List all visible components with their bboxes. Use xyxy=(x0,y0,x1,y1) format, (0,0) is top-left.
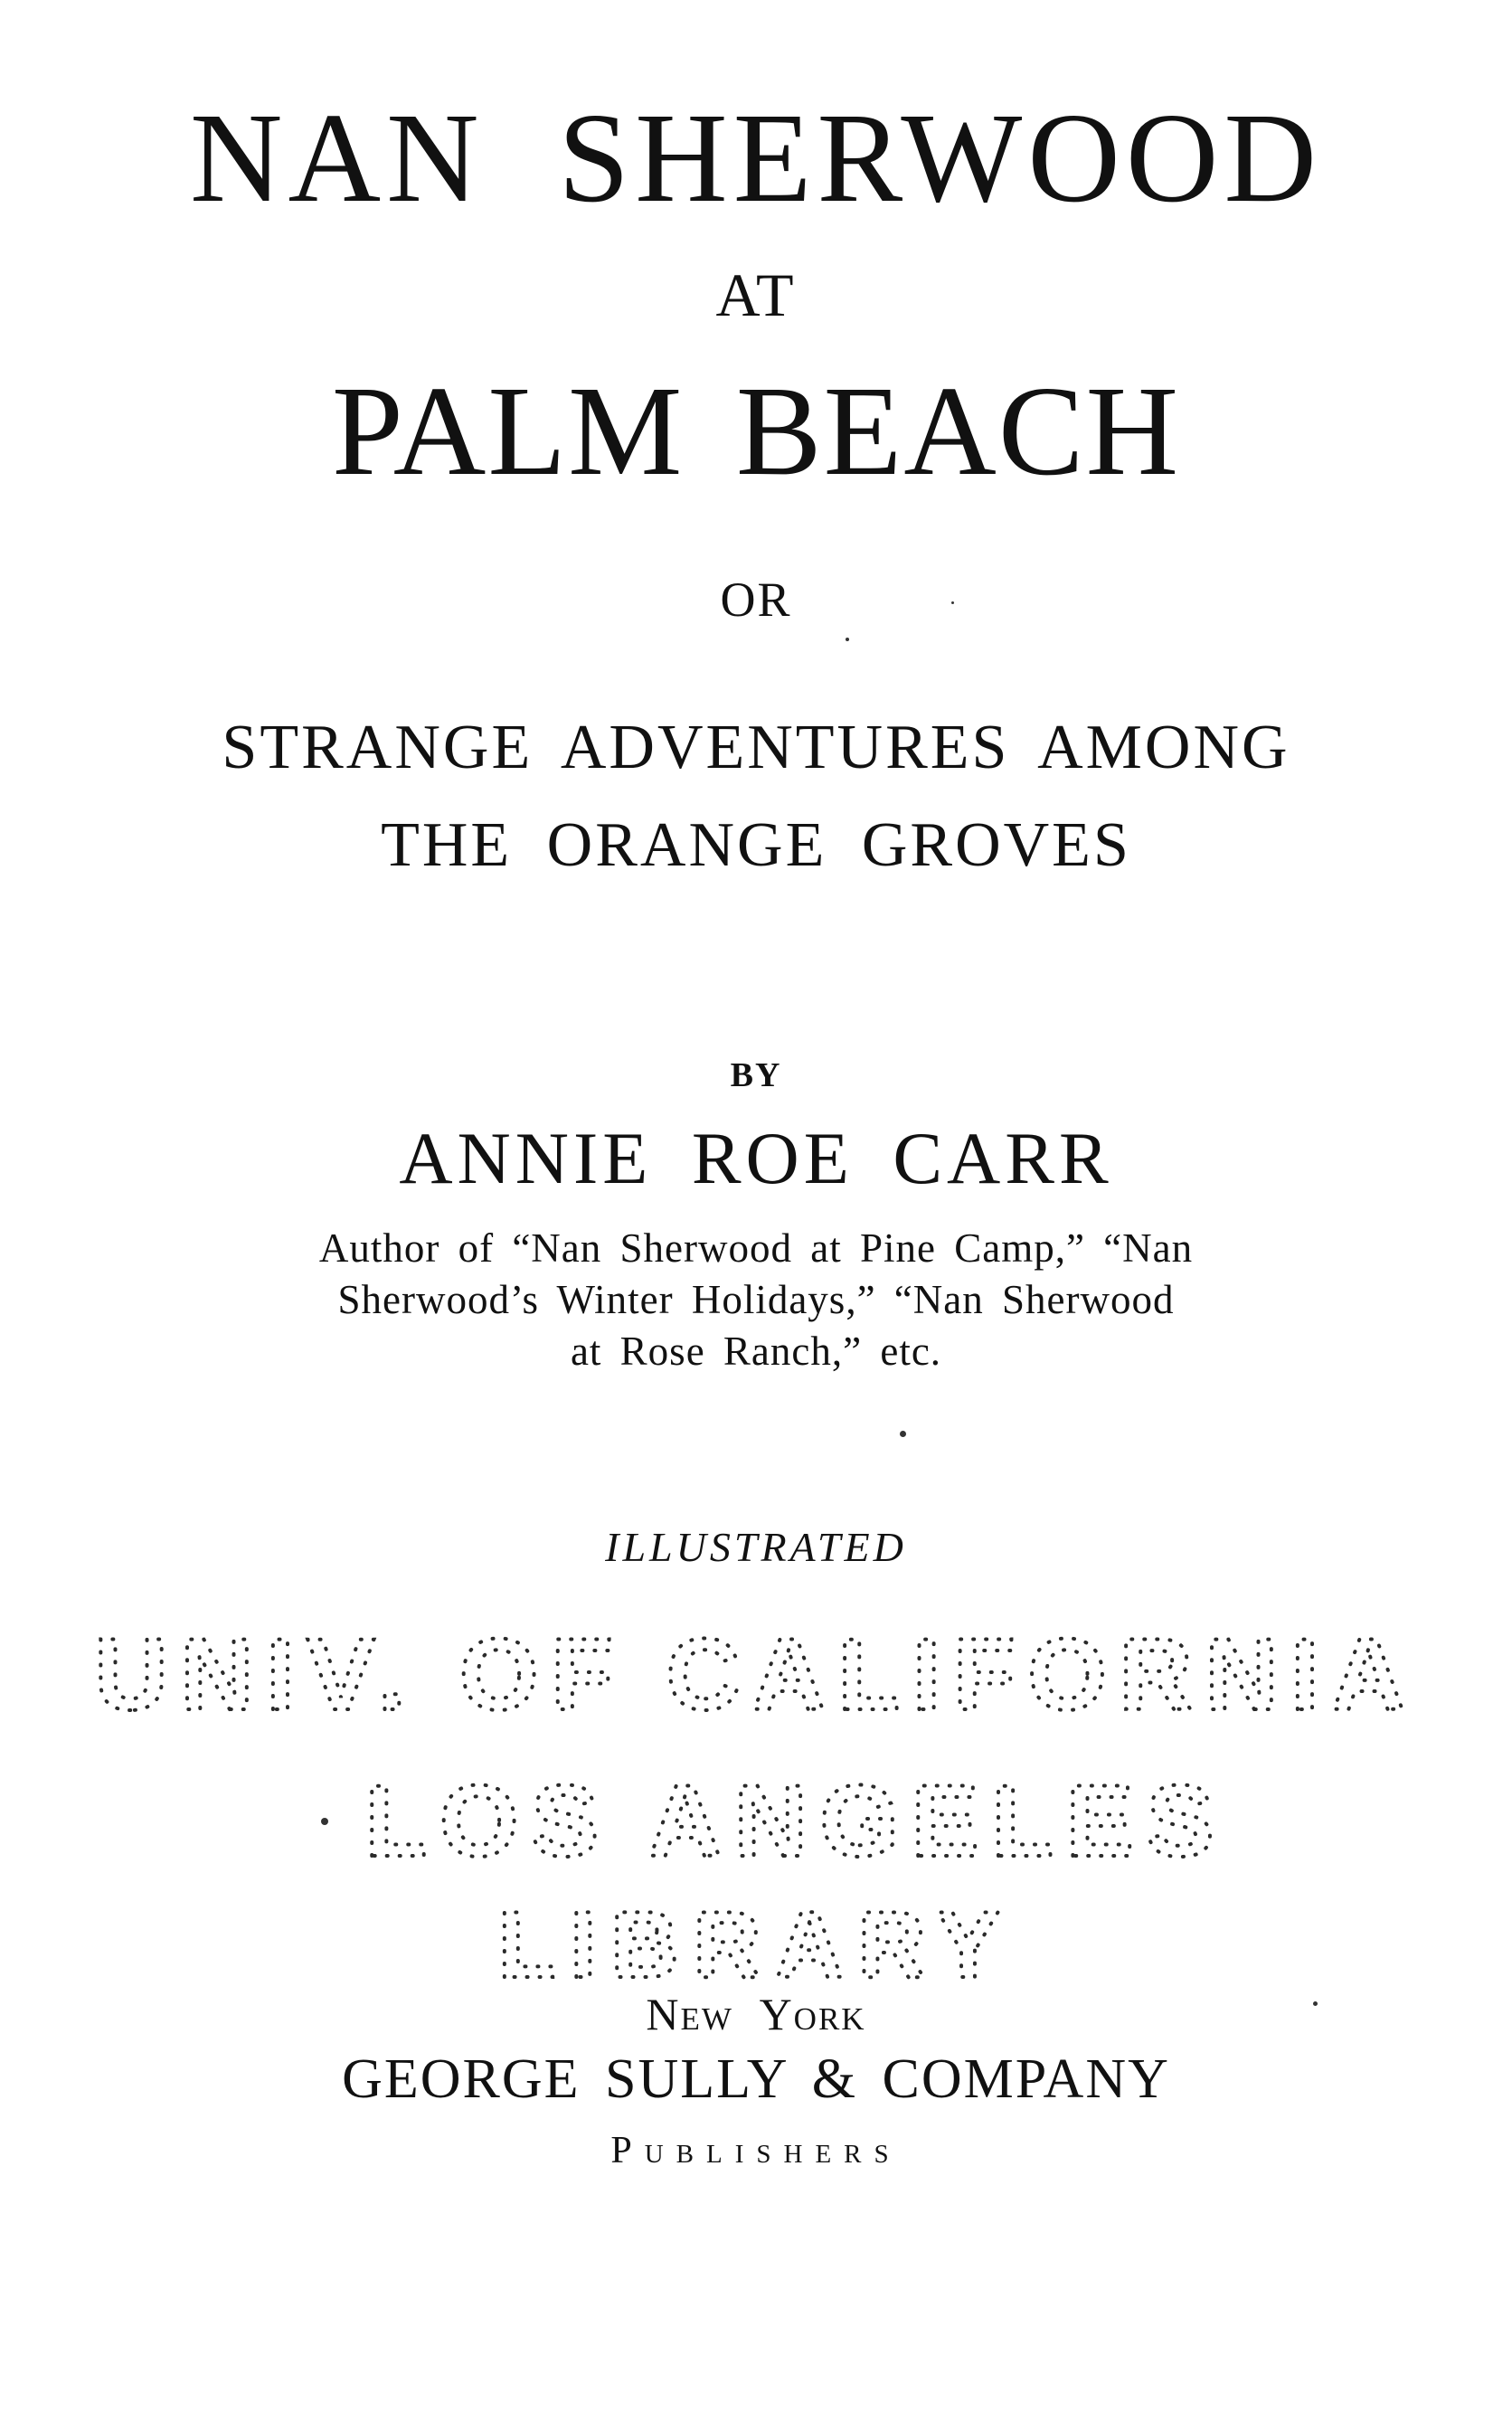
subtitle-line-2: THE ORANGE GROVES xyxy=(381,810,1131,880)
book-title-line-3: PALM BEACH xyxy=(331,359,1181,502)
print-speck xyxy=(846,638,849,641)
print-speck xyxy=(1313,2001,1318,2006)
author-credits xyxy=(213,1223,1299,1377)
title-connector: OR xyxy=(720,572,792,627)
imprint-publisher: GEORGE SULLY & COMPANY xyxy=(342,2048,1170,2110)
illustrated-label: ILLUSTRATED xyxy=(605,1524,907,1570)
imprint-city: New York xyxy=(646,1989,866,2039)
author-credits-line-3: at Rose Ranch,” etc. xyxy=(570,1329,942,1374)
library-perforation-stamp xyxy=(0,1619,1512,1981)
print-speck xyxy=(321,1818,328,1825)
imprint-publishers-label: Publishers xyxy=(610,2130,902,2171)
book-title-line-1: NAN SHERWOOD xyxy=(190,86,1322,229)
subtitle-line-1: STRANGE ADVENTURES AMONG xyxy=(222,713,1290,782)
book-title-line-2: AT xyxy=(715,260,797,329)
print-speck xyxy=(951,601,954,604)
stamp-line-3: LIBRARY xyxy=(497,1893,1015,1981)
author-name: ANNIE ROE CARR xyxy=(399,1117,1113,1199)
author-credits-line-1: Author of “Nan Sherwood at Pine Camp,” “Nan xyxy=(318,1225,1194,1271)
stamp-line-2: LOS ANGELES xyxy=(364,1764,1227,1878)
print-speck xyxy=(900,1431,906,1437)
by-label: BY xyxy=(730,1056,782,1094)
stamp-line-1: UNIV. OF CALIFORNIA xyxy=(94,1619,1418,1731)
author-credits-line-2: Sherwood’s Winter Holidays,” “Nan Sherwood xyxy=(337,1277,1175,1322)
